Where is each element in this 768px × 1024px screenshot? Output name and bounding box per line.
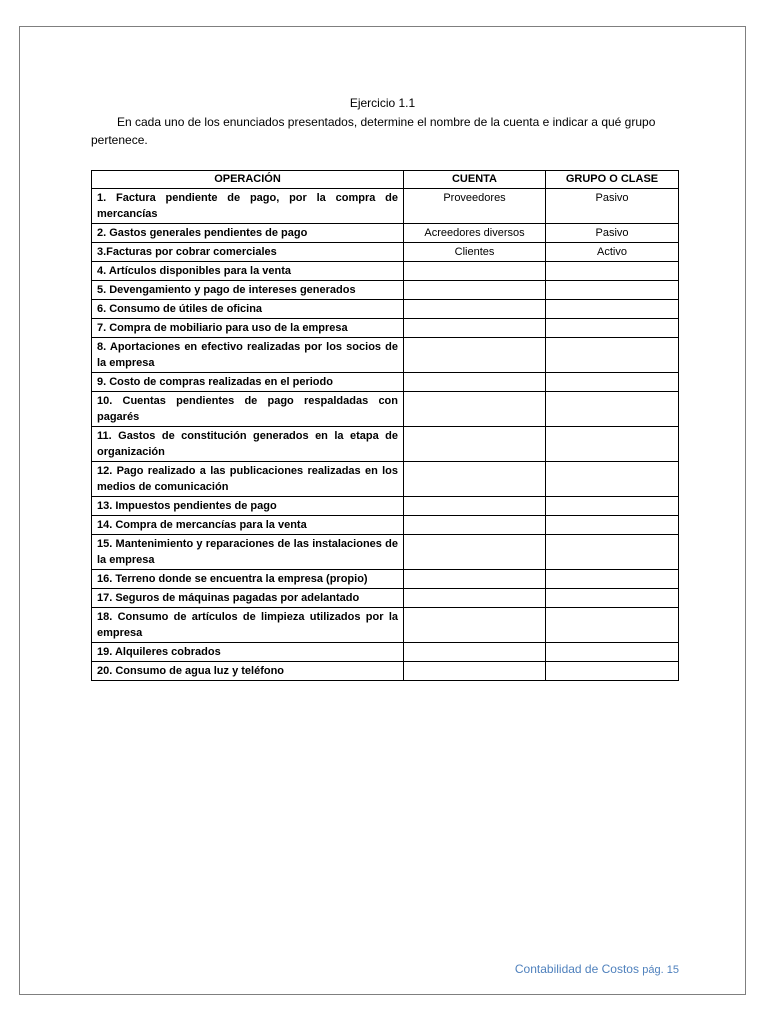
operation-cell: 11. Gastos de constitución generados en la etapa de organización	[92, 427, 404, 462]
grupo-cell	[546, 300, 679, 319]
operation-cell: 1. Factura pendiente de pago, por la compra de mercancías	[92, 189, 404, 224]
exercise-title: Ejercicio 1.1	[349, 96, 416, 110]
cuenta-cell	[404, 262, 546, 281]
header-cuenta: CUENTA	[404, 171, 546, 189]
cuenta-cell	[404, 300, 546, 319]
table-row	[92, 570, 679, 589]
table-row	[92, 497, 679, 516]
grupo-cell	[546, 338, 679, 373]
operation-cell: 15. Mantenimiento y reparaciones de las instalaciones de la empresa	[92, 535, 404, 570]
operation-cell: 3.Facturas por cobrar comerciales	[92, 243, 404, 262]
table-row	[92, 462, 679, 497]
operation-cell: 4. Artículos disponibles para la venta	[92, 262, 404, 281]
page-number: pág. 15	[642, 964, 679, 976]
operation-cell: 7. Compra de mobiliario para uso de la empresa	[92, 319, 404, 338]
cuenta-cell	[404, 608, 546, 643]
table-row	[92, 300, 679, 319]
page-footer	[515, 962, 679, 976]
grupo-cell	[546, 462, 679, 497]
table-row	[92, 662, 679, 681]
grupo-cell	[546, 373, 679, 392]
footer-title: Contabilidad de Costos	[514, 962, 639, 976]
operation-cell: 19. Alquileres cobrados	[92, 643, 404, 662]
cuenta-cell: Acreedores diversos	[404, 224, 546, 243]
grupo-cell	[546, 319, 679, 338]
grupo-cell	[546, 662, 679, 681]
cuenta-cell	[404, 570, 546, 589]
operation-cell: 6. Consumo de útiles de oficina	[92, 300, 404, 319]
cuenta-cell	[404, 281, 546, 300]
grupo-cell	[546, 608, 679, 643]
operation-cell: 5. Devengamiento y pago de intereses generados	[92, 281, 404, 300]
cuenta-cell	[404, 373, 546, 392]
cuenta-cell	[404, 338, 546, 373]
grupo-cell	[546, 535, 679, 570]
operation-cell: 12. Pago realizado a las publicaciones realizadas en los medios de comunicación	[92, 462, 404, 497]
cuenta-cell: Clientes	[404, 243, 546, 262]
cuenta-cell: Proveedores	[404, 189, 546, 224]
document-page	[19, 26, 746, 995]
table-header-row	[92, 171, 679, 189]
grupo-cell	[546, 262, 679, 281]
grupo-cell: Pasivo	[546, 189, 679, 224]
grupo-cell	[546, 643, 679, 662]
grupo-cell	[546, 589, 679, 608]
cuenta-cell	[404, 643, 546, 662]
grupo-cell	[546, 497, 679, 516]
cuenta-cell	[404, 535, 546, 570]
cuenta-cell	[404, 589, 546, 608]
operation-cell: 14. Compra de mercancías para la venta	[92, 516, 404, 535]
grupo-cell	[546, 570, 679, 589]
cuenta-cell	[404, 427, 546, 462]
table-row	[92, 427, 679, 462]
table-row	[92, 224, 679, 243]
table-row	[92, 643, 679, 662]
table-row	[92, 392, 679, 427]
grupo-cell	[546, 281, 679, 300]
operation-cell: 16. Terreno donde se encuentra la empresa (propio)	[92, 570, 404, 589]
table-row	[92, 373, 679, 392]
exercise-instructions: En cada uno de los enunciados presentados, determine el nombre de la cuenta e indicar a qué grupo pertenece.	[91, 115, 656, 147]
grupo-cell	[546, 516, 679, 535]
table-row	[92, 319, 679, 338]
table-row	[92, 516, 679, 535]
table-row	[92, 243, 679, 262]
operation-cell: 10. Cuentas pendientes de pago respaldadas con pagarés	[92, 392, 404, 427]
header-grupo: GRUPO O CLASE	[546, 171, 679, 189]
cuenta-cell	[404, 497, 546, 516]
grupo-cell	[546, 427, 679, 462]
grupo-cell	[546, 392, 679, 427]
cuenta-cell	[404, 516, 546, 535]
operation-cell: 9. Costo de compras realizadas en el periodo	[92, 373, 404, 392]
cuenta-cell	[404, 319, 546, 338]
operation-cell: 8. Aportaciones en efectivo realizadas por los socios de la empresa	[92, 338, 404, 373]
operation-cell: 13. Impuestos pendientes de pago	[92, 497, 404, 516]
table-row	[92, 262, 679, 281]
table-row	[92, 281, 679, 300]
operation-cell: 20. Consumo de agua luz y teléfono	[92, 662, 404, 681]
table-row	[92, 338, 679, 373]
grupo-cell: Activo	[546, 243, 679, 262]
table-row	[92, 589, 679, 608]
operation-cell: 17. Seguros de máquinas pagadas por adelantado	[92, 589, 404, 608]
table-row	[92, 608, 679, 643]
table-row	[92, 535, 679, 570]
cuenta-cell	[404, 662, 546, 681]
cuenta-cell	[404, 462, 546, 497]
exercise-table	[91, 170, 679, 681]
header-operacion: OPERACIÓN	[92, 171, 404, 189]
cuenta-cell	[404, 392, 546, 427]
table-row	[92, 189, 679, 224]
operation-cell: 18. Consumo de artículos de limpieza utilizados por la empresa	[92, 608, 404, 643]
operation-cell: 2. Gastos generales pendientes de pago	[92, 224, 404, 243]
grupo-cell: Pasivo	[546, 224, 679, 243]
